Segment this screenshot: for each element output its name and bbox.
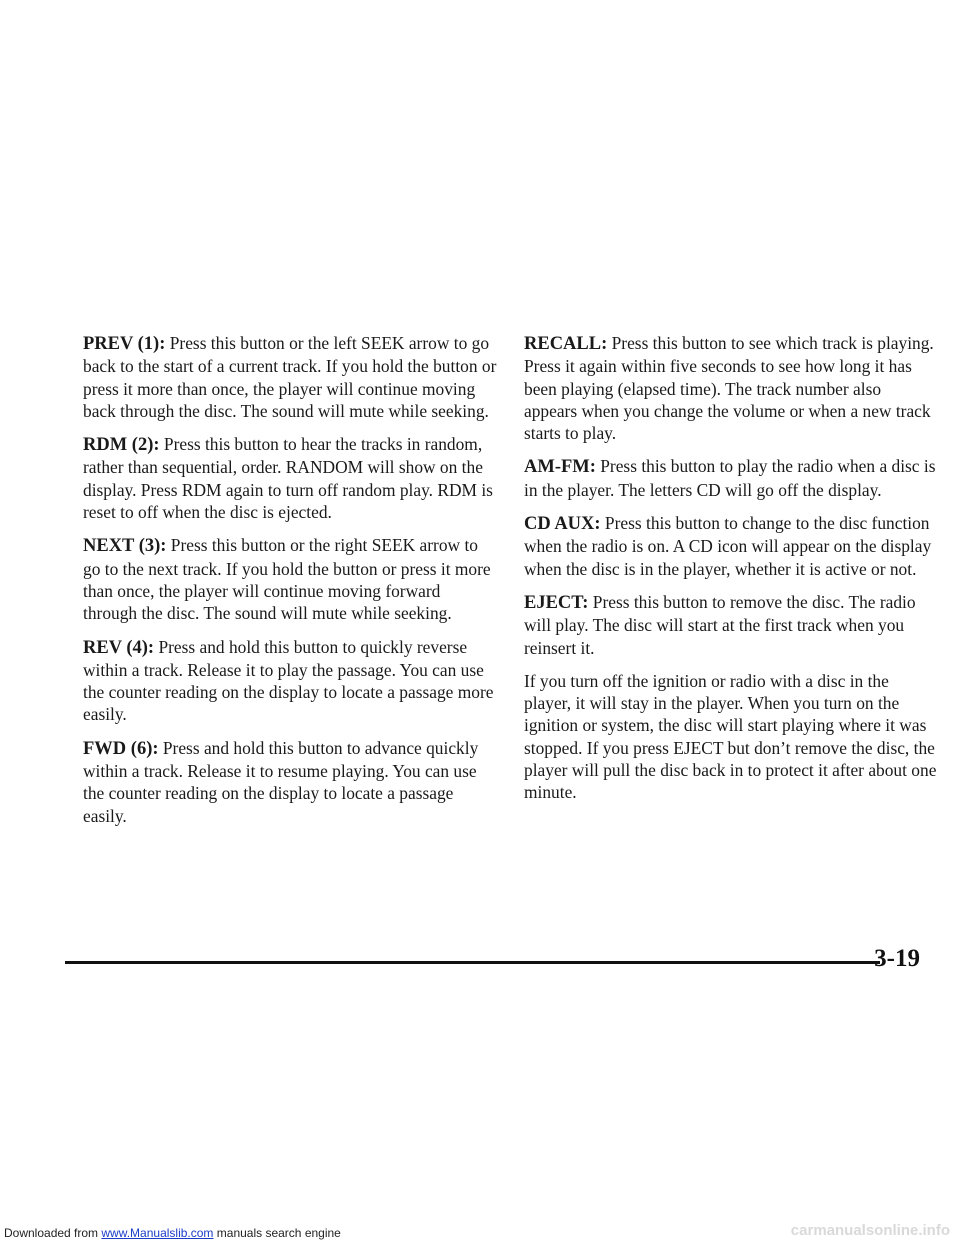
fwd-term: FWD (6): [83,738,159,759]
footer-rule [65,961,880,964]
recall-term: RECALL: [524,334,608,354]
download-footer [4,1226,341,1240]
right-column [524,332,938,815]
rdm-paragraph [83,433,497,523]
prev-paragraph [83,332,497,422]
recall-text: Press this button to see which track is playing. Press it again within five seconds to see how long it has been playing (elapsed time). The track number also appears when you change the volume or when a new track starts to play. [524,333,934,444]
cd-aux-paragraph [524,512,938,580]
footer-suffix: manuals search engine [213,1226,341,1240]
next-paragraph [83,534,497,624]
am-fm-term: AM-FM: [524,457,596,478]
next-text: Press this button or the right SEEK arrow to go to the next track. If you hold the button or press it more than once, the player will continue moving forward through the disc. The sound will mute while seeking. [83,535,491,624]
ignition-paragraph [524,670,938,804]
recall-paragraph [524,332,938,444]
fwd-text: Press and hold this button to advance quickly within a track. Release it to resume playing. You can use the counter reading on the display to locate a passage easily. [83,737,479,826]
next-term: NEXT (3): [83,536,167,557]
rev-paragraph [83,636,497,726]
eject-text: Press this button to remove the disc. The radio will play. The disc will start at the first track when you reinsert it. [524,591,916,658]
rdm-term: RDM (2): [83,435,160,456]
cd-aux-term: CD AUX: [524,514,601,535]
am-fm-paragraph [524,455,938,501]
rev-term: REV (4): [83,637,155,658]
ignition-text: If you turn off the ignition or radio with a disc in the player, it will stay in the player. When you turn on the ignition or system, the disc will start playing where it was stopped. If you press EJECT but don’t remove the disc, the player will pull the disc back in to protect it after about one minute. [524,670,937,803]
left-column [83,332,497,838]
rev-text: Press and hold this button to quickly reverse within a track. Release it to play the passage. You can use the counter reading on the display to locate a passage more easily. [83,636,494,725]
footer-prefix: Downloaded from [4,1226,102,1240]
am-fm-text: Press this button to play the radio when a disc is in the player. The letters CD will go off the display. [524,456,936,500]
eject-term: EJECT: [524,592,589,613]
fwd-paragraph [83,737,497,827]
eject-paragraph [524,591,938,659]
prev-text: Press this button or the left SEEK arrow to go back to the start of a current track. If you hold the button or press it more than once, the player will continue moving back through the disc. The sound will mute while seeking. [83,333,497,421]
cd-aux-text: Press this button to change to the disc function when the radio is on. A CD icon will appear on the display when the disc is in the player, whether it is active or not. [524,513,932,579]
prev-term: PREV (1): [83,334,166,354]
rdm-text: Press this button to hear the tracks in random, rather than sequential, order. RANDOM will show on the display. Press RDM again to turn off random play. RDM is reset to off when the disc is ejected. [83,434,493,523]
page-number: 3-19 [874,945,920,972]
manualslib-link[interactable]: www.Manualslib.com [101,1226,214,1240]
watermark: carmanualsonline.info [790,1222,950,1239]
